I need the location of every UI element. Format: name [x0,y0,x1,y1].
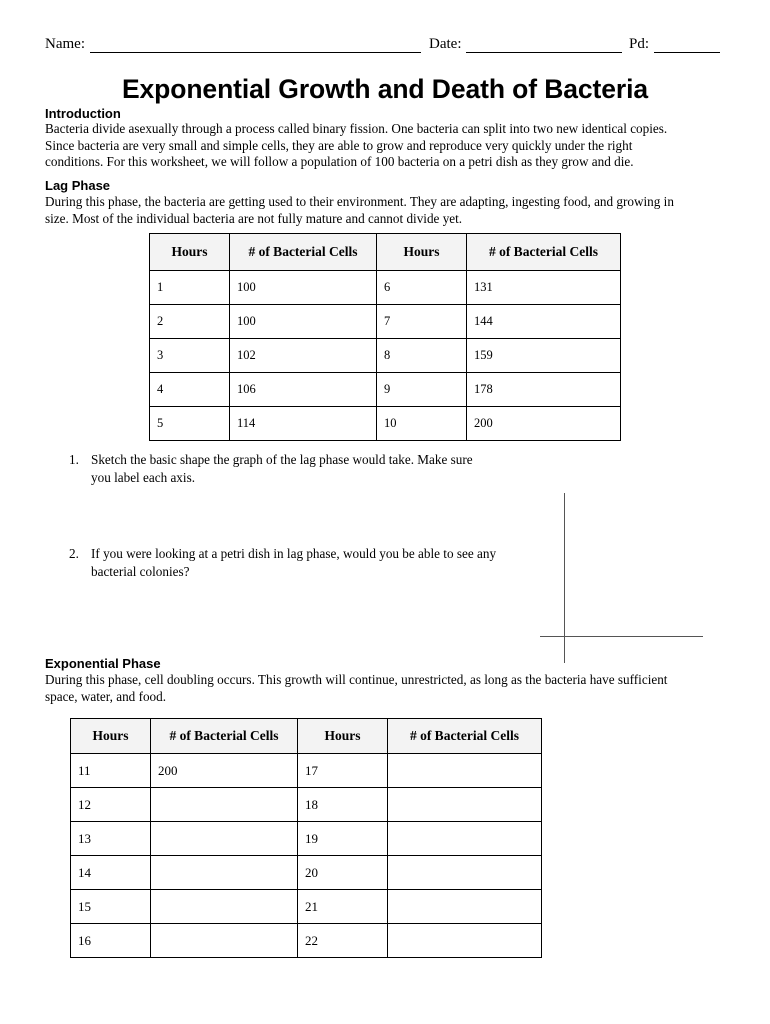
table-row [71,924,542,958]
table-cell: 4 [150,373,230,407]
table-cell: 114 [230,407,377,441]
table-cell [151,788,298,822]
lag-phase-table [149,233,621,441]
table-cell [388,890,542,924]
column-header: # of Bacterial Cells [151,719,298,754]
introduction-heading: Introduction [45,106,121,121]
table-cell: 21 [298,890,388,924]
table-row [150,339,621,373]
table-row [71,754,542,788]
table-row [150,373,621,407]
question-text: you label each axis. [91,470,195,485]
question-text: If you were looking at a petri dish in lag phase, would you be able to see any [91,546,497,561]
table-cell [151,822,298,856]
exponential-phase-table [70,718,542,958]
table-header-row [150,234,621,271]
question-number: 1. [69,452,79,467]
table-cell: 200 [151,754,298,788]
table-cell: 22 [298,924,388,958]
lag-phase-line: During this phase, the bacteria are getting used to their environment. They are adapting, ingesting food, and growing in [45,194,674,209]
table-row [150,305,621,339]
introduction-line: Since bacteria are very small and simple cells, they are able to grow and reproduce very quickly under the right [45,137,633,153]
question-text: Sketch the basic shape the graph of the lag phase would take. Make sure [91,452,473,467]
table-cell: 12 [71,788,151,822]
table-cell [388,788,542,822]
column-header: # of Bacterial Cells [230,234,377,271]
table-cell [151,890,298,924]
column-header: Hours [71,719,151,754]
date-label: Date: [429,36,462,52]
table-cell: 131 [467,271,621,305]
lag-phase-line: size. Most of the individual bacteria are not fully mature and cannot divide yet. [45,210,463,226]
introduction-line: Bacteria divide asexually through a process called binary fission. One bacteria can split into two new identical copies. [45,121,668,136]
table-cell: 6 [377,271,467,305]
column-header: # of Bacterial Cells [467,234,621,271]
table-row [71,856,542,890]
table-cell: 100 [230,305,377,339]
table-cell: 11 [71,754,151,788]
table-header-row [71,719,542,754]
exponential-phase-line: space, water, and food. [45,688,167,704]
table-cell [388,754,542,788]
table-cell: 13 [71,822,151,856]
table-row [150,407,621,441]
table-cell: 178 [467,373,621,407]
period-field[interactable] [654,52,720,53]
table-cell: 106 [230,373,377,407]
table-cell [151,856,298,890]
column-header: # of Bacterial Cells [388,719,542,754]
exponential-phase-line: During this phase, cell doubling occurs. This growth will continue, unrestricted, as long as the bacteria have sufficient [45,672,668,687]
column-header: Hours [377,234,467,271]
page-title: Exponential Growth and Death of Bacteria [121,74,649,104]
header-fields [45,36,725,58]
column-header: Hours [298,719,388,754]
table-cell [388,856,542,890]
exponential-phase-text [45,672,725,705]
date-field[interactable] [466,52,622,53]
table-cell: 159 [467,339,621,373]
question-number: 2. [69,546,79,561]
table-row [71,890,542,924]
sketch-x-axis [540,636,703,637]
table-cell: 2 [150,305,230,339]
table-cell: 14 [71,856,151,890]
exponential-phase-heading: Exponential Phase [45,656,161,671]
lag-phase-text [45,194,725,227]
table-cell: 9 [377,373,467,407]
table-cell: 144 [467,305,621,339]
question-2 [69,545,529,585]
column-header: Hours [150,234,230,271]
introduction-text [45,121,725,171]
table-cell: 10 [377,407,467,441]
lag-phase-heading: Lag Phase [45,178,111,193]
name-label: Name: [45,36,85,52]
table-cell: 16 [71,924,151,958]
table-row [71,788,542,822]
table-cell: 1 [150,271,230,305]
table-cell: 20 [298,856,388,890]
table-cell: 200 [467,407,621,441]
table-cell: 15 [71,890,151,924]
table-row [150,271,621,305]
table-cell: 17 [298,754,388,788]
question-1 [69,451,529,491]
table-cell [388,924,542,958]
table-cell: 5 [150,407,230,441]
introduction-line: conditions. For this worksheet, we will follow a population of 100 bacteria on a petri dish as they grow and die. [45,154,634,169]
sketch-y-axis [564,493,565,663]
question-text: bacterial colonies? [91,564,190,579]
name-field[interactable] [90,52,421,53]
table-cell: 18 [298,788,388,822]
table-cell [388,822,542,856]
table-cell: 3 [150,339,230,373]
table-cell: 7 [377,305,467,339]
table-cell: 19 [298,822,388,856]
table-cell: 8 [377,339,467,373]
table-row [71,822,542,856]
table-cell: 100 [230,271,377,305]
period-label: Pd: [629,36,650,52]
table-cell [151,924,298,958]
table-cell: 102 [230,339,377,373]
